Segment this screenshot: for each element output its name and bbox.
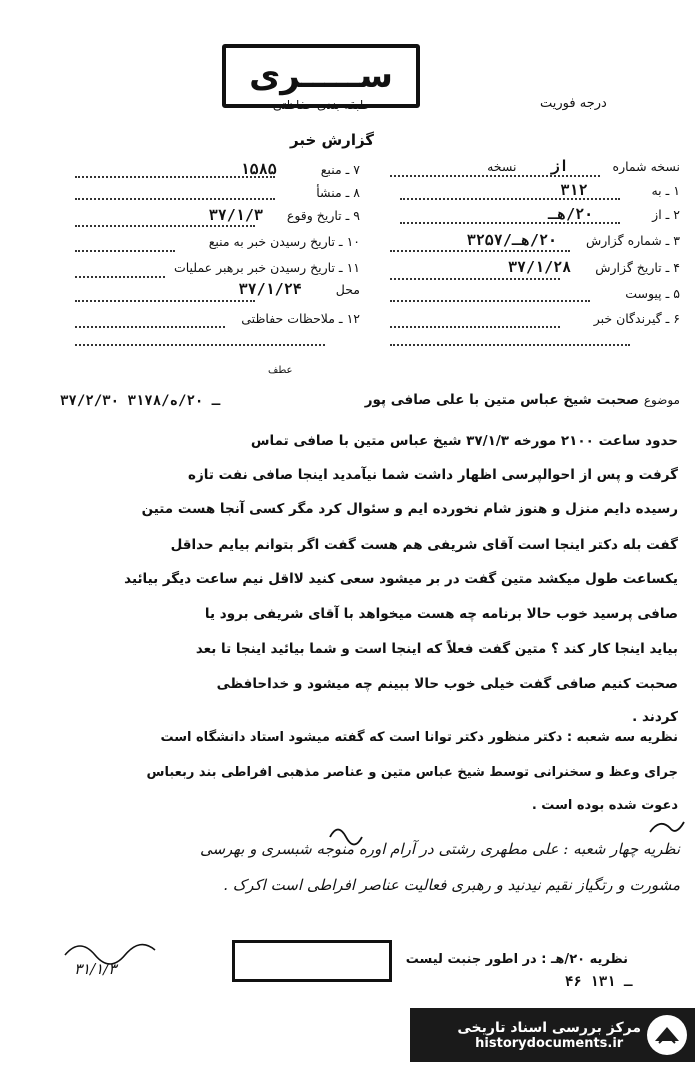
- field-underline: [75, 225, 255, 227]
- handwritten-note: نظریه چهار شعبه : علی مطهری رشتی در آرام اوره منوجه شبسری و بهرسی: [199, 840, 680, 858]
- subject-reference: ۳۷/۲/۳۰ ـ ۲۰/ه/۳۱۷۸: [60, 393, 221, 409]
- field-occurrence-date: ۹ ـ تاریخ وقوع ۳۷/۱/۳: [208, 206, 360, 224]
- field-security-notes: ۱۲ ـ ملاحظات حفاظتی: [241, 311, 360, 326]
- field-from: ۲ ـ از ۲۰/هـ: [548, 205, 680, 223]
- footer-note: نظریه ۲۰/هـ : در اطور جنبت لیست: [405, 952, 628, 967]
- note-line: دعوت شده بوده است .: [531, 798, 678, 813]
- field-underline: [390, 326, 560, 328]
- body-line: کردند .: [632, 709, 678, 725]
- priority-label: درجه فوریت: [540, 96, 607, 111]
- field-news-to-source-date: ۱۰ ـ تاریخ رسیدن خبر به منبع: [208, 234, 360, 249]
- note-line: جرای وعظ و سخنرانی توسط شیخ عباس متین و عناصر مذهبی افراطی بند ربعباس: [146, 765, 678, 780]
- field-underline: [75, 300, 255, 302]
- field-underline: [75, 326, 225, 328]
- note-line: نظریه سه شعبه : دکتر منظور دکتر توانا است که گفته میشود استاد دانشگاه است: [160, 730, 678, 745]
- field-origin: ۸ ـ منشأ: [316, 185, 360, 200]
- body-line: بیاید اینجا کار کند ؟ متین گفت فعلاً که اینجا است و شما بیائید اینجا تا بعد: [195, 641, 678, 657]
- subject-line: موضوع صحبت شیخ عباس متین با علی صافی پور: [364, 392, 680, 408]
- footer-code: ۴۶ ـ ۱۳۱: [565, 974, 633, 990]
- field-underline: [75, 250, 175, 252]
- stamp-subtitle: طبقه بندی حفاظتی: [272, 98, 370, 112]
- document-title: گزارش خبر: [290, 131, 375, 149]
- field-report-date: ۴ ـ تاریخ گزارش ۳۷/۱/۲۸: [508, 258, 680, 276]
- field-to: ۱ ـ به ۳۱۲: [560, 181, 680, 199]
- subject-annotation: عطف: [268, 365, 293, 376]
- body-line: حدود ساعت ۲۱۰۰ مورخه ۳۷/۱/۳ شیخ عباس متین با صافی تماس: [250, 433, 678, 449]
- bottom-stamp: [232, 940, 392, 982]
- body-line: گفت بله دکتر اینجا است آقای شریفی هم هست گفت اگر بتوانم بیایم حداقل: [170, 537, 678, 553]
- signature-scribble: [320, 812, 690, 852]
- body-line: یکساعت طول میکشد متین گفت در بر میشود سعی کنید لااقل نیم ساعت دیگر بیائید: [124, 571, 678, 587]
- field-underline: [75, 344, 325, 346]
- field-source: ۷ ـ منبع ۱۵۸۵: [240, 160, 360, 178]
- field-underline: [400, 198, 620, 200]
- body-line: گرفت و پس از احوالپرسی اظهار داشت شما نیآمدید اینجا صافی نفت تازه: [188, 467, 678, 483]
- field-underline: [390, 300, 590, 302]
- field-recipients: ۶ ـ گیرندگان خبر: [593, 311, 680, 326]
- field-news-to-leader-date: ۱۱ ـ تاریخ رسیدن خبر برهبر عملیات: [173, 260, 360, 275]
- field-copy-number: نسخه شماره از نسخه: [487, 157, 680, 175]
- field-underline: [390, 250, 570, 252]
- field-underline: [75, 198, 275, 200]
- body-line: صحبت کنیم صافی گفت خیلی خوب حالا ببینم چه میشود و خداحافظی: [216, 676, 678, 692]
- field-underline: [390, 278, 560, 280]
- stamp-text: ســـــری: [249, 56, 393, 96]
- field-underline: [390, 344, 630, 346]
- body-line: صافی پرسید خوب حالا برنامه چه هست میخواهد با آقای شریفی برود یا: [204, 606, 678, 622]
- handwritten-note: مشورت و رتگیاز نقیم نیدنید و رهبری فعالیت عناصر افراطی است اکرک .: [223, 876, 680, 894]
- book-icon: [647, 1015, 687, 1055]
- signature-scribble: [60, 935, 200, 965]
- field-underline: [75, 176, 275, 178]
- field-underline: [390, 175, 600, 177]
- watermark-text-fa: مرکز بررسی اسناد تاریخی: [457, 1019, 641, 1036]
- watermark-logo: [410, 1008, 695, 1062]
- body-line: رسیده دایم منزل و هنوز شام نخورده ایم و سئوال کرد مگر کسی آنجا هست متین: [141, 501, 678, 517]
- field-attachment: ۵ ـ پیوست: [625, 286, 680, 301]
- footer-date: ۳۱/۱/۳: [74, 960, 117, 978]
- field-underline: [400, 222, 620, 224]
- field-location: محل ۳۷/۱/۲۴: [238, 280, 360, 298]
- field-underline: [75, 276, 165, 278]
- field-report-number: ۳ ـ شماره گزارش ۲۰/هـ/۳۲۵۷: [466, 231, 680, 249]
- watermark-text-en: historydocuments.ir: [475, 1035, 624, 1051]
